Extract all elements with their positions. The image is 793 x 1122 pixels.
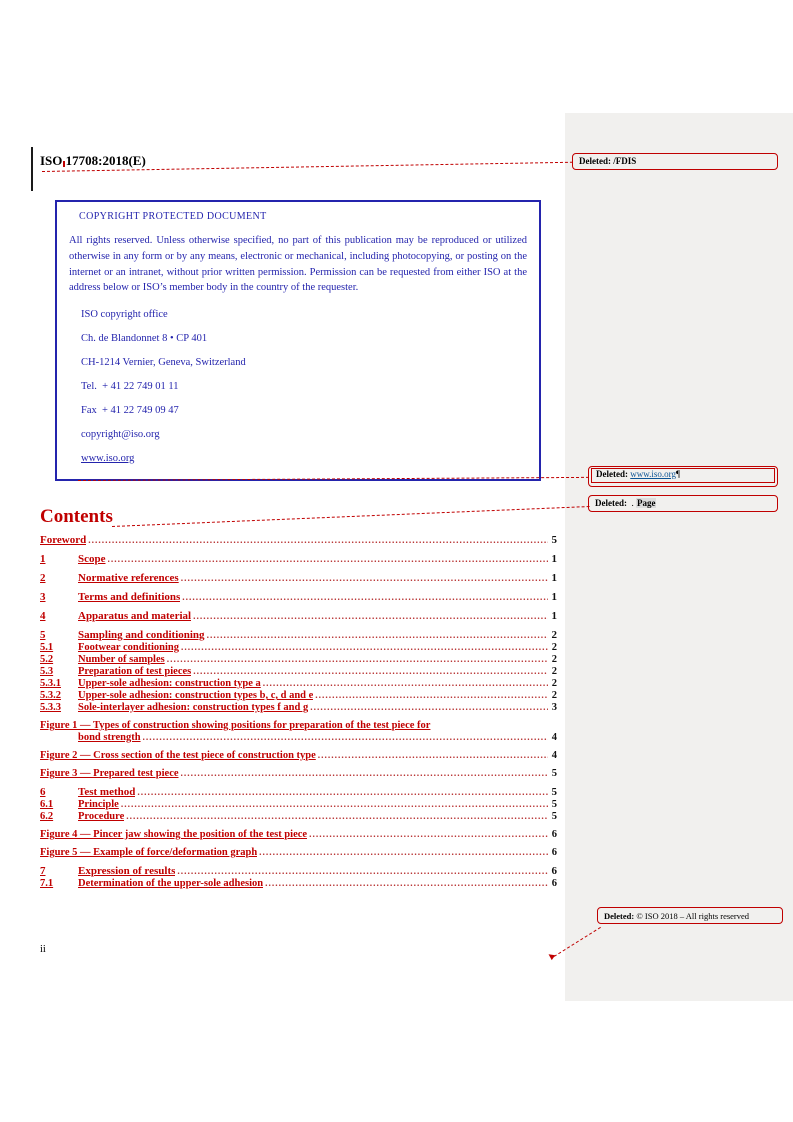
deleted-label: Deleted: [596,469,628,479]
copyright-address-line: CH-1214 Vernier, Geneva, Switzerland [81,357,246,368]
toc-entry-number: 5 [40,629,46,641]
toc-entry-page: 1 [551,591,557,603]
copyright-website-link[interactable]: www.iso.org [81,453,135,464]
toc-entry-upper-sole-adhesion-type-a[interactable] [40,678,557,689]
toc-entry-apparatus-and-material[interactable] [40,610,557,622]
toc-entry-page: 5 [551,799,557,810]
table-of-contents [40,534,557,889]
toc-entry-number: 5.3.1 [40,678,61,689]
toc-entry-page: 2 [551,629,557,641]
toc-entry-number: 6 [40,786,46,798]
toc-entry-label: Test method [78,786,136,798]
toc-entry-label: Figure 1 — Types of construction showing positions for preparation of the test piece for [40,720,431,731]
toc-entry-number: 6.1 [40,799,54,810]
deleted-label: Deleted: [595,498,627,508]
toc-entry-number: 5.3.3 [40,702,61,713]
deleted-link-text[interactable]: www.iso.org [630,469,676,479]
toc-entry-page: 2 [551,654,557,665]
copyright-address-line: Ch. de Blandonnet 8 • CP 401 [81,333,208,344]
toc-entry-label: Sole-interlayer adhesion: construction types f and g [78,702,309,713]
toc-entry-figure-3[interactable] [40,768,557,779]
toc-entry-number: 5.3 [40,666,54,677]
toc-leader-dots [263,679,548,689]
deleted-label: Deleted: [579,156,611,166]
connector-arrowhead [547,952,555,960]
margin-comment-deleted-page[interactable] [588,495,778,512]
toc-entry-number: 3 [40,591,46,603]
deletion-caret-mark [63,161,65,167]
toc-leader-dots [143,733,548,743]
toc-leader-dots [181,643,548,653]
toc-entry-page: 1 [551,553,557,565]
toc-entry-label: Foreword [40,534,87,546]
toc-entry-page: 2 [551,690,557,701]
toc-entry-figure-4[interactable] [40,829,557,840]
toc-entry-label: Procedure [78,811,125,822]
toc-leader-dots [108,555,548,565]
margin-comment-deleted-copyright[interactable] [597,907,783,924]
toc-leader-dots [126,812,547,822]
page-number: ii [40,944,46,955]
change-bar [31,147,33,191]
toc-leader-dots [121,800,548,810]
toc-entry-scope[interactable] [40,553,557,565]
toc-entry-page: 2 [551,642,557,653]
toc-entry-number-of-samples[interactable] [40,654,557,665]
toc-entry-number: 7 [40,865,46,877]
deleted-text: © ISO 2018 – All rights reserved [636,911,750,921]
toc-leader-dots [318,751,548,761]
toc-entry-label: Expression of results [78,865,176,877]
toc-entry-page: 6 [551,865,557,877]
toc-leader-dots [207,631,548,641]
toc-leader-dots [177,867,547,877]
toc-entry-label-continued: bond strength [78,732,141,743]
toc-entry-page: 3 [551,702,557,713]
toc-entry-number: 2 [40,572,46,584]
toc-entry-label: Principle [78,799,119,810]
toc-entry-number: 5.1 [40,642,54,653]
contents-heading: Contents [40,506,113,527]
toc-entry-foreword[interactable] [40,534,557,546]
toc-entry-number: 6.2 [40,811,54,822]
deleted-page-field: Page [636,498,656,508]
toc-entry-label: Scope [78,553,106,565]
toc-entry-terms-and-definitions[interactable] [40,591,557,603]
toc-entry-label: Normative references [78,572,179,584]
toc-entry-preparation-of-test-pieces[interactable] [40,666,557,677]
toc-entry-test-method[interactable] [40,786,557,798]
copyright-title: COPYRIGHT PROTECTED DOCUMENT [79,211,267,222]
toc-entry-page: 5 [551,768,557,779]
toc-entry-page: 4 [551,750,557,761]
toc-entry-principle[interactable] [40,799,557,810]
toc-entry-page: 1 [551,610,557,622]
deleted-text: . [629,498,636,508]
toc-leader-dots [181,574,548,584]
toc-entry-expression-of-results[interactable] [40,865,557,877]
copyright-body: All rights reserved. Unless otherwise specified, no part of this publication may be reproduced or utilized otherwise in any form or by any means, electronic or mechanical, including photocopying, or posting on the internet or an intranet, without prior written permission. Permission can be requested from either ISO at the address below or ISO’s member body in the country of the requester. [69,235,527,294]
margin-comment-deleted-url[interactable] [588,466,778,487]
toc-entry-number: 4 [40,610,46,622]
toc-entry-normative-references[interactable] [40,572,557,584]
toc-entry-label: Upper-sole adhesion: construction types b, c, d and e [78,690,314,701]
deleted-text: /FDIS [613,156,637,166]
toc-entry-page: 2 [551,666,557,677]
toc-entry-page: 1 [551,572,557,584]
toc-leader-dots [310,703,548,713]
copyright-box [55,200,541,481]
toc-entry-footwear-conditioning[interactable] [40,642,557,653]
copyright-phone-line: Tel. + 41 22 749 01 11 [81,381,179,392]
toc-entry-sole-interlayer-adhesion-types-fg[interactable] [40,702,557,713]
comment-connector-contents [112,506,590,527]
copyright-email-link[interactable]: copyright@iso.org [81,429,160,440]
toc-entry-label: Figure 2 — Cross section of the test piece of construction type [40,750,316,761]
toc-entry-page: 6 [551,878,557,889]
toc-leader-dots [193,667,548,677]
toc-leader-dots [309,830,548,840]
toc-entry-label: Figure 5 — Example of force/deformation graph [40,847,258,858]
toc-entry-figure-2[interactable] [40,750,557,761]
toc-entry-number: 5.2 [40,654,54,665]
toc-entry-label: Apparatus and material [78,610,192,622]
toc-leader-dots [181,769,548,779]
toc-entry-label: Determination of the upper-sole adhesion [78,878,264,889]
toc-entry-procedure[interactable] [40,811,557,822]
copyright-address-line: ISO copyright office [81,309,168,320]
toc-entry-label: Sampling and conditioning [78,629,205,641]
pilcrow-mark: ¶ [676,469,681,479]
toc-leader-dots [315,691,547,701]
toc-entry-number: 5.3.2 [40,690,61,701]
toc-entry-page: 4 [551,732,557,743]
document-header: ISO 17708:2018(E) [40,153,146,168]
toc-entry-page: 5 [551,534,557,546]
toc-entry-page: 6 [551,829,557,840]
toc-entry-label: Terms and definitions [78,591,181,603]
deleted-label: Deleted: [604,911,635,921]
toc-leader-dots [167,655,548,665]
toc-entry-page: 5 [551,786,557,798]
deleted-textbox-frame [591,468,775,483]
toc-entry-figure-1[interactable] [40,720,557,743]
toc-leader-dots [265,879,548,889]
toc-entry-page: 2 [551,678,557,689]
toc-entry-page: 5 [551,811,557,822]
copyright-fax-line: Fax + 41 22 749 09 47 [81,405,179,416]
toc-entry-label: Figure 4 — Pincer jaw showing the position of the test piece [40,829,308,840]
toc-entry-determination-upper-sole-adhesion[interactable] [40,878,557,889]
toc-leader-dots [88,536,547,546]
toc-entry-label: Preparation of test pieces [78,666,192,677]
toc-entry-label: Footwear conditioning [78,642,180,653]
toc-entry-number: 1 [40,553,46,565]
review-margin-panel [565,113,793,1001]
toc-leader-dots [193,612,547,622]
toc-entry-figure-5[interactable] [40,847,557,858]
toc-entry-label: Upper-sole adhesion: construction type a [78,678,261,689]
toc-entry-label: Number of samples [78,654,165,665]
toc-entry-page: 6 [551,847,557,858]
toc-leader-dots [137,788,547,798]
toc-entry-sampling-and-conditioning[interactable] [40,629,557,641]
toc-leader-dots [259,848,548,858]
toc-entry-upper-sole-adhesion-types-bcde[interactable] [40,690,557,701]
toc-entry-number: 7.1 [40,878,54,889]
toc-leader-dots [182,593,547,603]
toc-entry-label: Figure 3 — Prepared test piece [40,768,179,779]
margin-comment-deleted-fdis[interactable] [572,153,778,170]
